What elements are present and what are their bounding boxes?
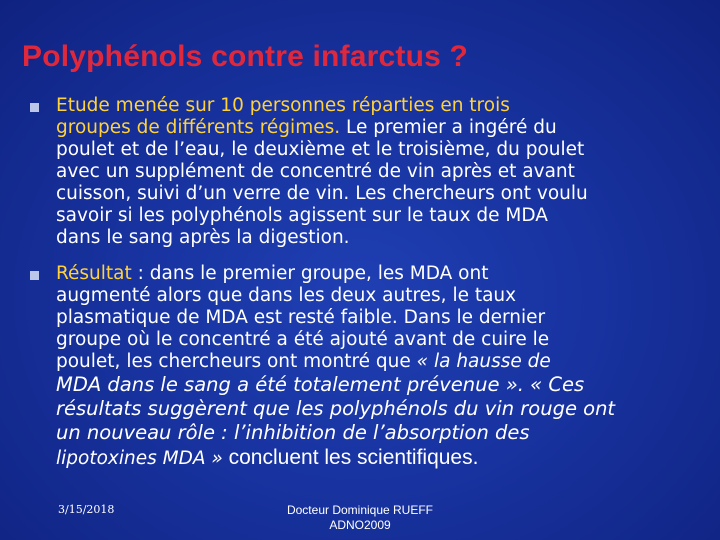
text-line	[56, 351, 551, 373]
text-line: augmenté alors que dans les deux autres, le taux	[56, 285, 517, 306]
text-line: cuisson, suivi d’un verre de vin. Les chercheurs ont voulu	[56, 183, 588, 204]
text-line	[56, 263, 488, 285]
text-line	[56, 446, 478, 470]
quote-segment: lipotoxines MDA »	[56, 448, 223, 469]
text-line: avec un supplément de concentré de vin après et avant	[56, 161, 575, 182]
text-segment: poulet, les chercheurs ont montré que	[56, 351, 411, 372]
result-label: Résultat	[56, 263, 132, 284]
footer-author-code: ADNO2009	[329, 518, 391, 532]
footer-author-name: Docteur Dominique RUEFF	[286, 503, 434, 517]
text-line: groupe où le concentré a été ajouté avant de cuire le	[56, 329, 550, 350]
text-line: poulet et de l’eau, le deuxième et le troisième, du poulet	[56, 139, 585, 160]
text-segment: : dans le premier groupe, les MDA ont	[131, 263, 489, 284]
square-bullet-icon	[30, 103, 39, 112]
text-line	[56, 117, 557, 139]
quote-line: un nouveau rôle : l’inhibition de l’absorption des	[56, 421, 530, 444]
square-bullet-icon	[30, 271, 39, 280]
text-segment: concluent les scientifiques.	[222, 446, 479, 469]
footer-author	[270, 503, 450, 533]
quote-line: MDA dans le sang a été totalement prévenue ». « Ces	[56, 373, 585, 396]
slide-title: Polyphénols contre infarctus ?	[22, 40, 469, 73]
text-line: savoir si les polyphénols agissent sur le taux de MDA	[56, 205, 548, 226]
quote-segment: « la hausse de	[410, 351, 551, 372]
quote-line: résultats suggèrent que les polyphénols du vin rouge ont	[56, 397, 616, 420]
study-label: Etude menée sur 10 personnes réparties en trois	[56, 95, 510, 116]
study-label-cont: groupes de différents régimes.	[56, 117, 341, 138]
footer-date: 3/15/2018	[58, 503, 115, 516]
text-line	[56, 95, 510, 117]
text-segment: Le premier a ingéré du	[340, 117, 557, 138]
text-line: dans le sang après la digestion.	[56, 227, 350, 248]
text-line: plasmatique de MDA est resté faible. Dans le dernier	[56, 307, 546, 328]
